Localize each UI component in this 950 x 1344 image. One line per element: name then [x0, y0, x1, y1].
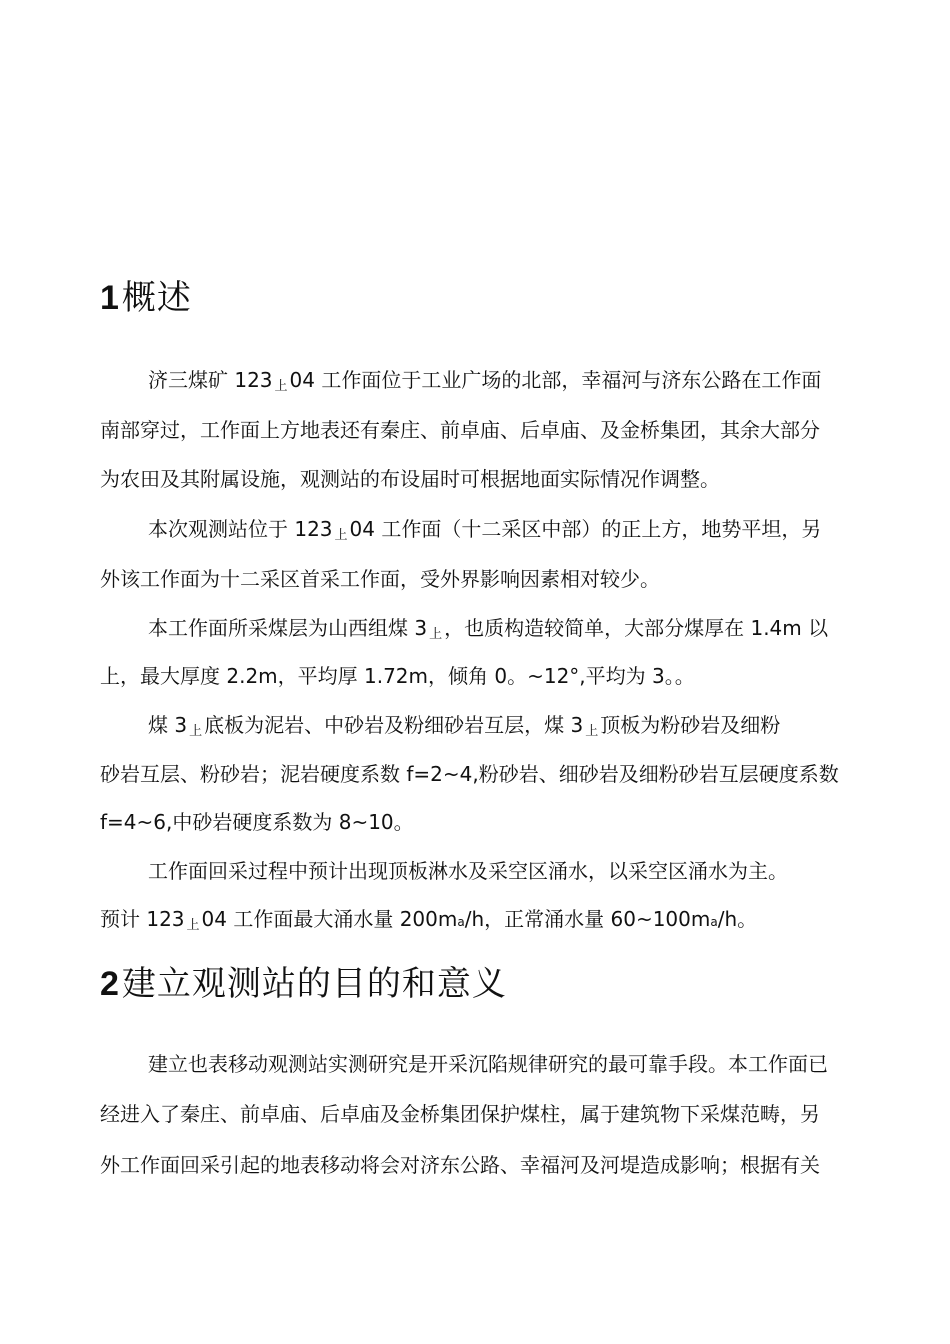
- text-run: 煤 3: [148, 713, 188, 737]
- unit-subscript: a: [457, 915, 465, 929]
- unit-subscript: a: [710, 915, 718, 929]
- section-1-title: 概述: [121, 278, 192, 318]
- text-run: /h。: [717, 907, 758, 931]
- s2-p1-line-3: 外工作面回采引起的地表移动将会对济东公路、幸福河及河堤造成影响；根据有关: [100, 1153, 820, 1177]
- s1-p1-line-2: 南部穿过，工作面上方地表还有秦庄、前卓庙、后卓庙、及金桥集团，其余大部分: [100, 418, 820, 442]
- s2-p1-line-2: 经进入了秦庄、前卓庙、后卓庙及金桥集团保护煤柱，属于建筑物下采煤范畴，另: [100, 1102, 820, 1126]
- section-1-number: 1: [100, 279, 120, 317]
- text-run: 本工作面所采煤层为山西组煤 3: [148, 616, 428, 640]
- section-2-title: 建立观测站的目的和意义: [121, 964, 507, 1004]
- s1-p1-line-1: [148, 366, 821, 401]
- section-1-heading: [100, 278, 192, 318]
- section-2-number: 2: [100, 965, 120, 1003]
- s1-p4-line-3: f=4~6,中砂岩硬度系数为 8~10。: [100, 810, 414, 834]
- text-run: /h，正常涌水量 60~100m: [464, 907, 711, 931]
- subscript-shang: 上: [274, 379, 288, 394]
- s1-p5-line-1: 工作面回采过程中预计出现顶板淋水及采空区涌水，以采空区涌水为主。: [148, 859, 788, 883]
- text-run: 底板为泥岩、中砂岩及粉细砂岩互层，煤 3: [204, 713, 584, 737]
- text-run: 本次观测站位于 123: [148, 517, 333, 541]
- s1-p4-line-2: 砂岩互层、粉砂岩；泥岩硬度系数 f=2~4,粉砂岩、细砂岩及细粉砂岩互层硬度系数: [100, 762, 839, 786]
- s1-p3-line-1: [148, 614, 828, 649]
- s1-p4-line-1: [148, 711, 780, 746]
- text-run: 顶板为粉砂岩及细粉: [600, 713, 781, 737]
- text-run: 04 工作面位于工业广场的北部，幸福河与济东公路在工作面: [289, 368, 822, 392]
- s1-p2-line-2: 外该工作面为十二采区首采工作面，受外界影响因素相对较少。: [100, 567, 660, 591]
- subscript-shang: 上: [585, 724, 599, 739]
- text-run: 预计 123: [100, 907, 185, 931]
- s1-p1-line-3: 为农田及其附属设施，观测站的布设届时可根据地面实际情况作调整。: [100, 467, 720, 491]
- s1-p3-line-2: 上，最大厚度 2.2m，平均厚 1.72m，倾角 0。~12°,平均为 3。。: [100, 664, 695, 688]
- s1-p5-line-2: [100, 905, 757, 940]
- subscript-shang: 上: [334, 528, 348, 543]
- text-run: ，也质构造较简单，大部分煤厚在 1.4m 以: [444, 616, 829, 640]
- subscript-shang: 上: [186, 918, 200, 933]
- subscript-shang: 上: [429, 627, 443, 642]
- section-2-heading: [100, 964, 507, 1004]
- s2-p1-line-1: 建立也表移动观测站实测研究是开采沉陷规律研究的最可靠手段。本工作面已: [148, 1052, 828, 1076]
- s1-p2-line-1: [148, 515, 821, 550]
- text-run: 04 工作面（十二采区中部）的正上方，地势平坦，另: [349, 517, 822, 541]
- text-run: 04 工作面最大涌水量 200m: [201, 907, 458, 931]
- text-run: 济三煤矿 123: [148, 368, 273, 392]
- subscript-shang: 上: [189, 724, 203, 739]
